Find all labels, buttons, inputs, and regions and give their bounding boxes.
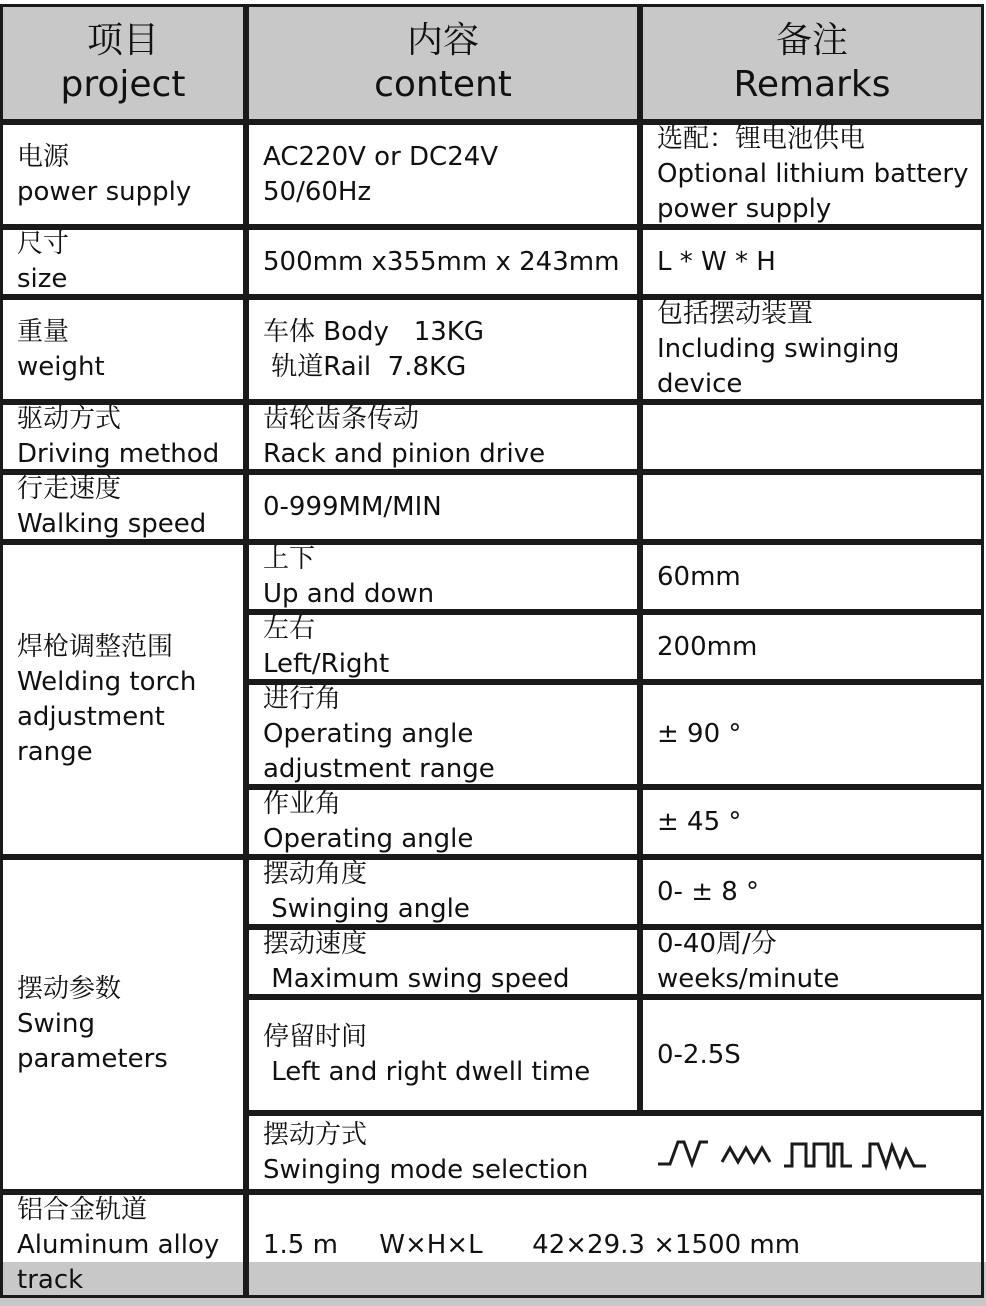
row-walking-content: 0-999MM/MIN [246, 472, 640, 542]
row-size-remark: L * W * H [640, 227, 984, 297]
header-content: 内容 content [246, 4, 640, 122]
row-power-content: AC220V or DC24V 50/60Hz [246, 122, 640, 227]
row-power-remark: 选配：锂电池供电 Optional lithium battery power supply [640, 122, 984, 227]
torch-leftright-content: 左右 Left/Right [246, 612, 640, 682]
row-track-label: 铝合金轨道 Aluminum alloy track [0, 1192, 246, 1298]
header-remarks: 备注 Remarks [640, 4, 984, 122]
row-power-label: 电源 power supply [0, 122, 246, 227]
row-torch-label: 焊枪调整范围 Welding torch adjustment range [0, 542, 246, 857]
torch-updown-content: 上下 Up and down [246, 542, 640, 612]
row-size-label: 尺寸 size [0, 227, 246, 297]
swing-angle-remark: 0- ± 8 ° [640, 857, 984, 927]
swing-mode-content: 摆动方式 Swinging mode selection [246, 1113, 984, 1192]
row-driving-remark [640, 402, 984, 472]
header-project: 项目 project [0, 4, 246, 122]
torch-opangle-adj-content: 进行角 Operating angle adjustment range [246, 682, 640, 787]
row-swing-label: 摆动参数 Swing parameters [0, 857, 246, 1192]
row-weight-remark: 包括摆动装置 Including swinging device [640, 297, 984, 402]
row-weight-content: 车体 Body 13KG 轨道Rail 7.8KG [246, 297, 640, 402]
torch-opangle-remark: ± 45 ° [640, 787, 984, 857]
row-size-content: 500mm x355mm x 243mm [246, 227, 640, 297]
torch-updown-remark: 60mm [640, 542, 984, 612]
trapezoid-wave-icon [658, 1142, 708, 1164]
row-weight-label: 重量 weight [0, 297, 246, 402]
torch-leftright-remark: 200mm [640, 612, 984, 682]
swing-dwell-content: 停留时间 Left and right dwell time [246, 997, 640, 1113]
torch-opangle-adj-remark: ± 90 ° [640, 682, 984, 787]
dwell-wave-icon [862, 1144, 926, 1166]
row-walking-label: 行走速度 Walking speed [0, 472, 246, 542]
row-driving-content: 齿轮齿条传动 Rack and pinion drive [246, 402, 640, 472]
torch-opangle-content: 作业角 Operating angle [246, 787, 640, 857]
swing-angle-content: 摆动角度 Swinging angle [246, 857, 640, 927]
row-walking-remark [640, 472, 984, 542]
row-driving-label: 驱动方式 Driving method [0, 402, 246, 472]
swing-dwell-remark: 0-2.5S [640, 997, 984, 1113]
triangle-wave-icon [722, 1148, 770, 1162]
swing-mode-waveforms-icon [656, 1136, 936, 1176]
square-wave-icon [784, 1144, 852, 1166]
swing-speed-content: 摆动速度 Maximum swing speed [246, 927, 640, 997]
row-track-content: 1.5 m W×H×L 42×29.3 ×1500 mm [246, 1192, 984, 1298]
swing-speed-remark: 0-40周/分 weeks/minute [640, 927, 984, 997]
